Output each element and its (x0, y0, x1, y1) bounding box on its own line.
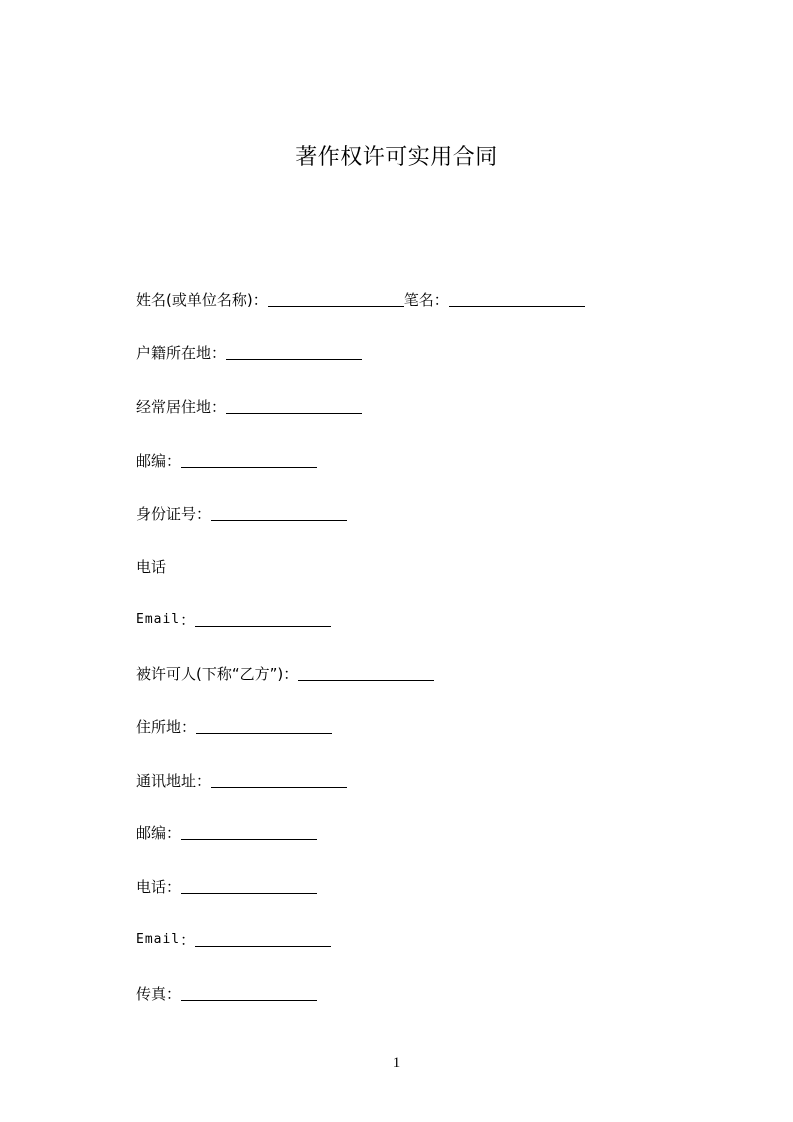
field-row-email (136, 610, 331, 630)
field-blank-fax[interactable] (181, 986, 317, 1001)
field-label-phone-2: 电话： (136, 878, 182, 896)
field-label-email-ascii: Email (136, 612, 181, 627)
field-row-postcode (136, 451, 317, 471)
field-label-phone: 电话 (136, 558, 167, 576)
field-blank-mailing-address[interactable] (211, 773, 347, 788)
field-label-name: 姓名(或单位名称)： (136, 291, 268, 309)
field-row-fax (136, 984, 317, 1004)
field-label-mailing-address: 通讯地址： (136, 772, 212, 790)
field-row-email-2 (136, 930, 331, 950)
field-row-mailing-address (136, 771, 347, 791)
field-blank-postcode-2[interactable] (181, 825, 317, 840)
field-blank-postcode[interactable] (181, 453, 317, 468)
field-label-pen-name: 笔名： (403, 291, 449, 309)
field-blank-domicile[interactable] (196, 719, 332, 734)
field-blank-household-registration[interactable] (226, 345, 362, 360)
field-blank-pen-name[interactable] (449, 292, 585, 307)
field-blank-licensee[interactable] (298, 666, 434, 681)
field-row-phone (136, 557, 166, 577)
field-blank-phone-2[interactable] (181, 879, 317, 894)
field-label-domicile: 住所地： (136, 718, 197, 736)
field-label-postcode: 邮编： (136, 452, 182, 470)
field-row-residence (136, 397, 362, 417)
field-label-household-registration: 户籍所在地： (136, 344, 227, 362)
field-label-email-2: ： (180, 931, 196, 949)
field-row-phone-2 (136, 877, 317, 897)
field-row-postcode-2 (136, 823, 317, 843)
field-label-fax: 传真： (136, 985, 182, 1003)
field-row-domicile (136, 717, 332, 737)
field-row-id-number (136, 504, 347, 524)
field-label-residence: 经常居住地： (136, 398, 227, 416)
field-label-email-ascii-2: Email (136, 932, 181, 947)
field-blank-name[interactable] (268, 292, 404, 307)
field-label-licensee: 被许可人(下称“乙方”)： (136, 665, 299, 683)
field-label-id-number: 身份证号： (136, 505, 212, 523)
field-blank-residence[interactable] (226, 399, 362, 414)
field-blank-email-2[interactable] (195, 932, 331, 947)
field-row-licensee (136, 664, 434, 684)
field-row-name (136, 290, 585, 310)
field-blank-email[interactable] (195, 612, 331, 627)
field-blank-id-number[interactable] (211, 506, 347, 521)
field-label-postcode-2: 邮编： (136, 824, 182, 842)
field-label-email: ： (180, 611, 196, 629)
field-row-household-registration (136, 343, 362, 363)
page-number: 1 (392, 1055, 401, 1071)
document-title: 著作权许可实用合同 (295, 145, 498, 170)
